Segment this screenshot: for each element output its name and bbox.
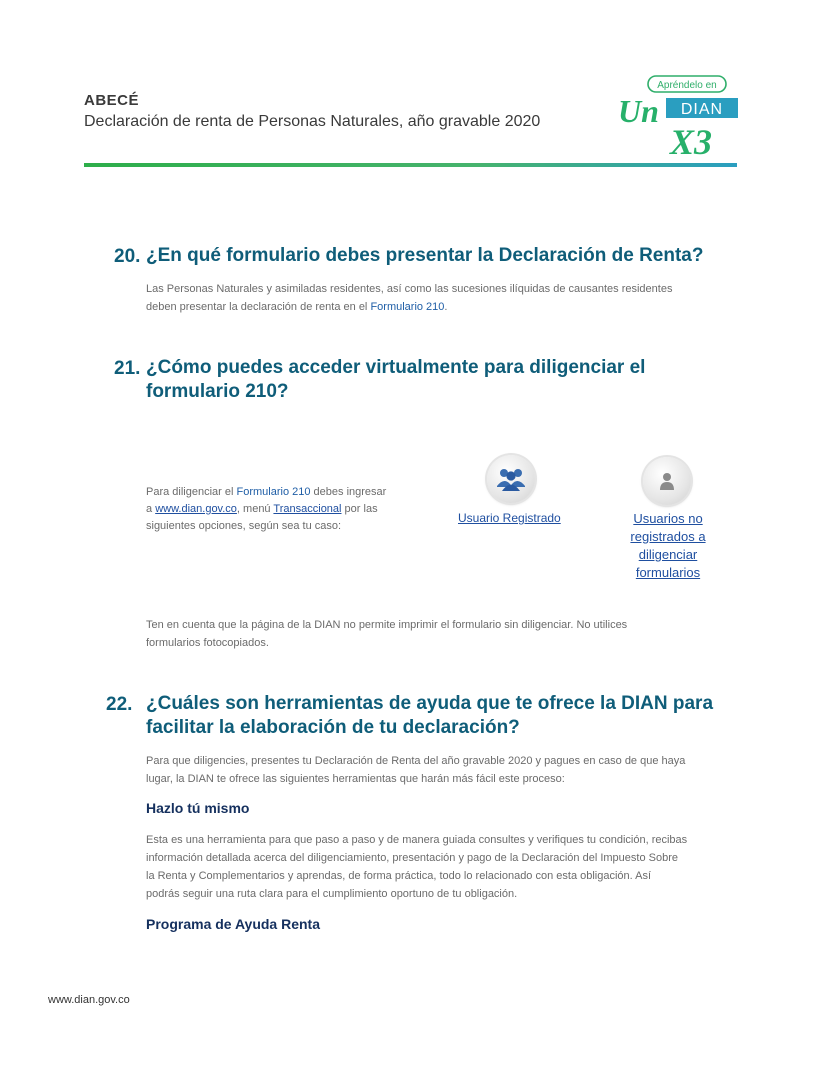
intro-text: a bbox=[146, 503, 156, 515]
footer-url: www.dian.gov.co bbox=[48, 994, 130, 1006]
formulario-210-link[interactable]: Formulario 210 bbox=[236, 486, 311, 498]
group-icon bbox=[496, 466, 526, 492]
intro-line: lugar, la DIAN te ofrece las siguientes herramientas que harán más fácil este proceso: bbox=[146, 773, 565, 785]
title-line: ¿Cuáles son herramientas de ayuda que te ofrece la DIAN para bbox=[146, 693, 714, 714]
logo-dian: DIAN bbox=[680, 101, 724, 118]
description-line: podrás seguir una ruta clara para el cumplimiento oportuno de tu obligación. bbox=[146, 888, 518, 900]
hazlo-tu-mismo-description bbox=[146, 831, 742, 903]
question-20-answer bbox=[146, 280, 742, 316]
intro-text: Para diligenciar el bbox=[146, 486, 237, 498]
title-line: ¿Cómo puedes acceder virtualmente para diligenciar el bbox=[146, 357, 646, 378]
hazlo-tu-mismo-heading: Hazlo tú mismo bbox=[146, 800, 250, 816]
intro-text: debes ingresar bbox=[310, 486, 387, 498]
answer-line: Las Personas Naturales y asimiladas residentes, así como las sucesiones ilíquidas de causantes residentes bbox=[146, 283, 673, 295]
answer-line bbox=[146, 298, 742, 316]
logo-x3: X3 bbox=[670, 122, 713, 162]
question-20-number: 20. bbox=[114, 246, 141, 267]
question-21-title bbox=[146, 356, 746, 404]
answer-text: . bbox=[444, 301, 448, 313]
link-line[interactable]: Usuarios no bbox=[633, 511, 703, 526]
question-21-intro bbox=[146, 484, 418, 535]
question-20-title: ¿En qué formulario debes presentar la Declaración de Renta? bbox=[146, 245, 704, 266]
logo-tagline: Apréndelo en bbox=[657, 80, 717, 91]
person-icon bbox=[658, 471, 676, 491]
intro-text: , menú bbox=[236, 503, 274, 515]
link-line[interactable]: diligenciar bbox=[638, 547, 698, 562]
note-line: formularios fotocopiados. bbox=[146, 637, 269, 649]
transaccional-menu-link[interactable]: Transaccional bbox=[273, 503, 342, 515]
document-title: ABECÉ bbox=[84, 92, 140, 109]
usuario-registrado-link[interactable]: Usuario Registrado bbox=[458, 511, 561, 525]
header-divider bbox=[84, 163, 737, 167]
title-line: formulario 210? bbox=[146, 381, 289, 402]
description-line: Esta es una herramienta para que paso a paso y de manera guiada consultes y verifiques tu condición, recibas bbox=[146, 834, 688, 846]
answer-text: deben presentar la declaración de renta en el bbox=[146, 301, 371, 313]
programa-ayuda-renta-heading: Programa de Ayuda Renta bbox=[146, 916, 321, 932]
intro-line: Para que diligencies, presentes tu Declaración de Renta del año gravable 2020 y pagues en caso de que haya bbox=[146, 755, 686, 767]
description-line: la Renta y Complementarios y aprendas, de forma práctica, todo lo relacionado con esta obligación. Así bbox=[146, 870, 652, 882]
intro-text: por las bbox=[341, 503, 378, 515]
dian-website-link[interactable]: www.dian.gov.co bbox=[155, 503, 237, 515]
document-subtitle: Declaración de renta de Personas Naturales, año gravable 2020 bbox=[84, 113, 541, 130]
link-line[interactable]: formularios bbox=[635, 565, 701, 580]
note-line: Ten en cuenta que la página de la DIAN no permite imprimir el formulario sin diligenciar. No utilices bbox=[146, 619, 628, 631]
question-22-intro bbox=[146, 752, 742, 788]
intro-line: siguientes opciones, según sea tu caso: bbox=[146, 520, 342, 532]
intro-line bbox=[146, 484, 418, 501]
question-22-title bbox=[146, 692, 746, 740]
description-line: información detallada acerca del diligenciamiento, presentación y pago de la Declaración del Impuesto Sobre bbox=[146, 852, 678, 864]
registered-users-icon[interactable] bbox=[487, 455, 535, 503]
usuarios-no-registrados-link[interactable] bbox=[620, 510, 716, 582]
question-21-note bbox=[146, 616, 742, 652]
question-21-number: 21. bbox=[114, 358, 141, 379]
formulario-210-link[interactable]: Formulario 210 bbox=[370, 301, 445, 313]
logo-un: Un bbox=[618, 93, 659, 129]
question-22-number: 22. bbox=[106, 694, 133, 715]
intro-line bbox=[146, 501, 418, 518]
dian-logo bbox=[612, 72, 742, 162]
link-line[interactable]: registrados a bbox=[630, 529, 706, 544]
title-line: facilitar la elaboración de tu declaración? bbox=[146, 717, 520, 738]
unregistered-users-icon[interactable] bbox=[643, 457, 691, 505]
